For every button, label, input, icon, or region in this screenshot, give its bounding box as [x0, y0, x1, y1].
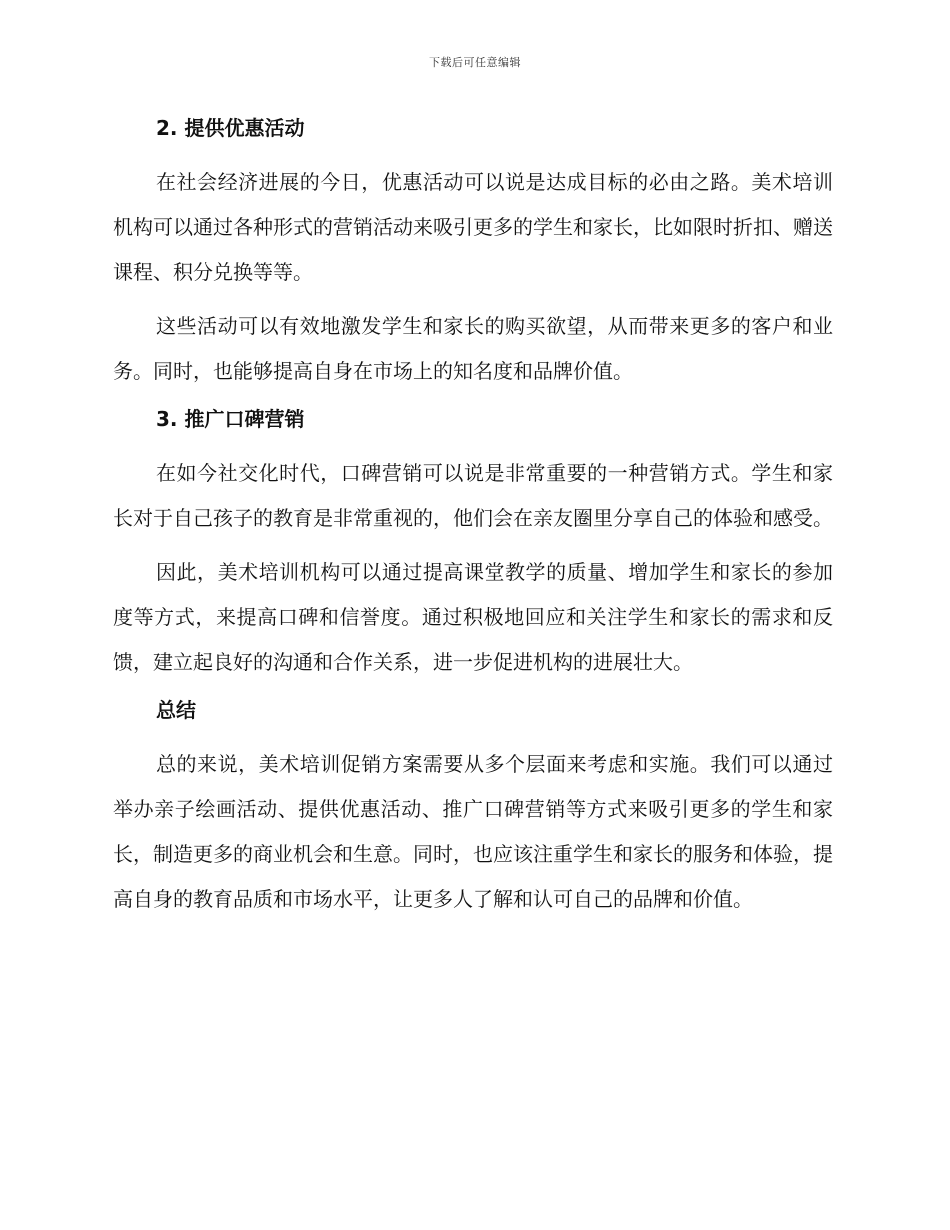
body-paragraph: 在如今社交化时代，口碑营销可以说是非常重要的一种营销方式。学生和家长对于自己孩子的教育是非常重视的，他们会在亲友圈里分享自己的体验和感受。 [113, 461, 833, 530]
section-summary [113, 694, 833, 922]
document-body [113, 112, 833, 922]
section-offer-promotions [113, 112, 833, 394]
section-word-of-mouth [113, 403, 833, 685]
section-heading: 总结 [156, 698, 196, 722]
section-heading: 3. 推广口碑营销 [156, 407, 305, 431]
section-heading: 2. 提供优惠活动 [156, 116, 305, 140]
body-paragraph: 在社会经济进展的今日，优惠活动可以说是达成目标的必由之路。美术培训机构可以通过各种形式的营销活动来吸引更多的学生和家长，比如限时折扣、赠送课程、积分兑换等等。 [113, 170, 833, 284]
body-paragraph: 总的来说，美术培训促销方案需要从多个层面来考虑和实施。我们可以通过举办亲子绘画活动、提供优惠活动、推广口碑营销等方式来吸引更多的学生和家长，制造更多的商业机会和生意。同时，也应该注重学生和家长的服务和体验，提高自身的教育品质和市场水平，让更多人了解和认可自己的品牌和价值。 [113, 752, 833, 911]
header-note: 下载后可任意编辑 [429, 56, 521, 69]
body-paragraph: 因此，美术培训机构可以通过提高课堂教学的质量、增加学生和家长的参加度等方式，来提高口碑和信誉度。通过积极地回应和关注学生和家长的需求和反馈，建立起良好的沟通和合作关系，进一步促进机构的进展壮大。 [113, 560, 833, 674]
body-paragraph: 这些活动可以有效地激发学生和家长的购买欲望，从而带来更多的客户和业务。同时，也能够提高自身在市场上的知名度和品牌价值。 [113, 314, 833, 383]
